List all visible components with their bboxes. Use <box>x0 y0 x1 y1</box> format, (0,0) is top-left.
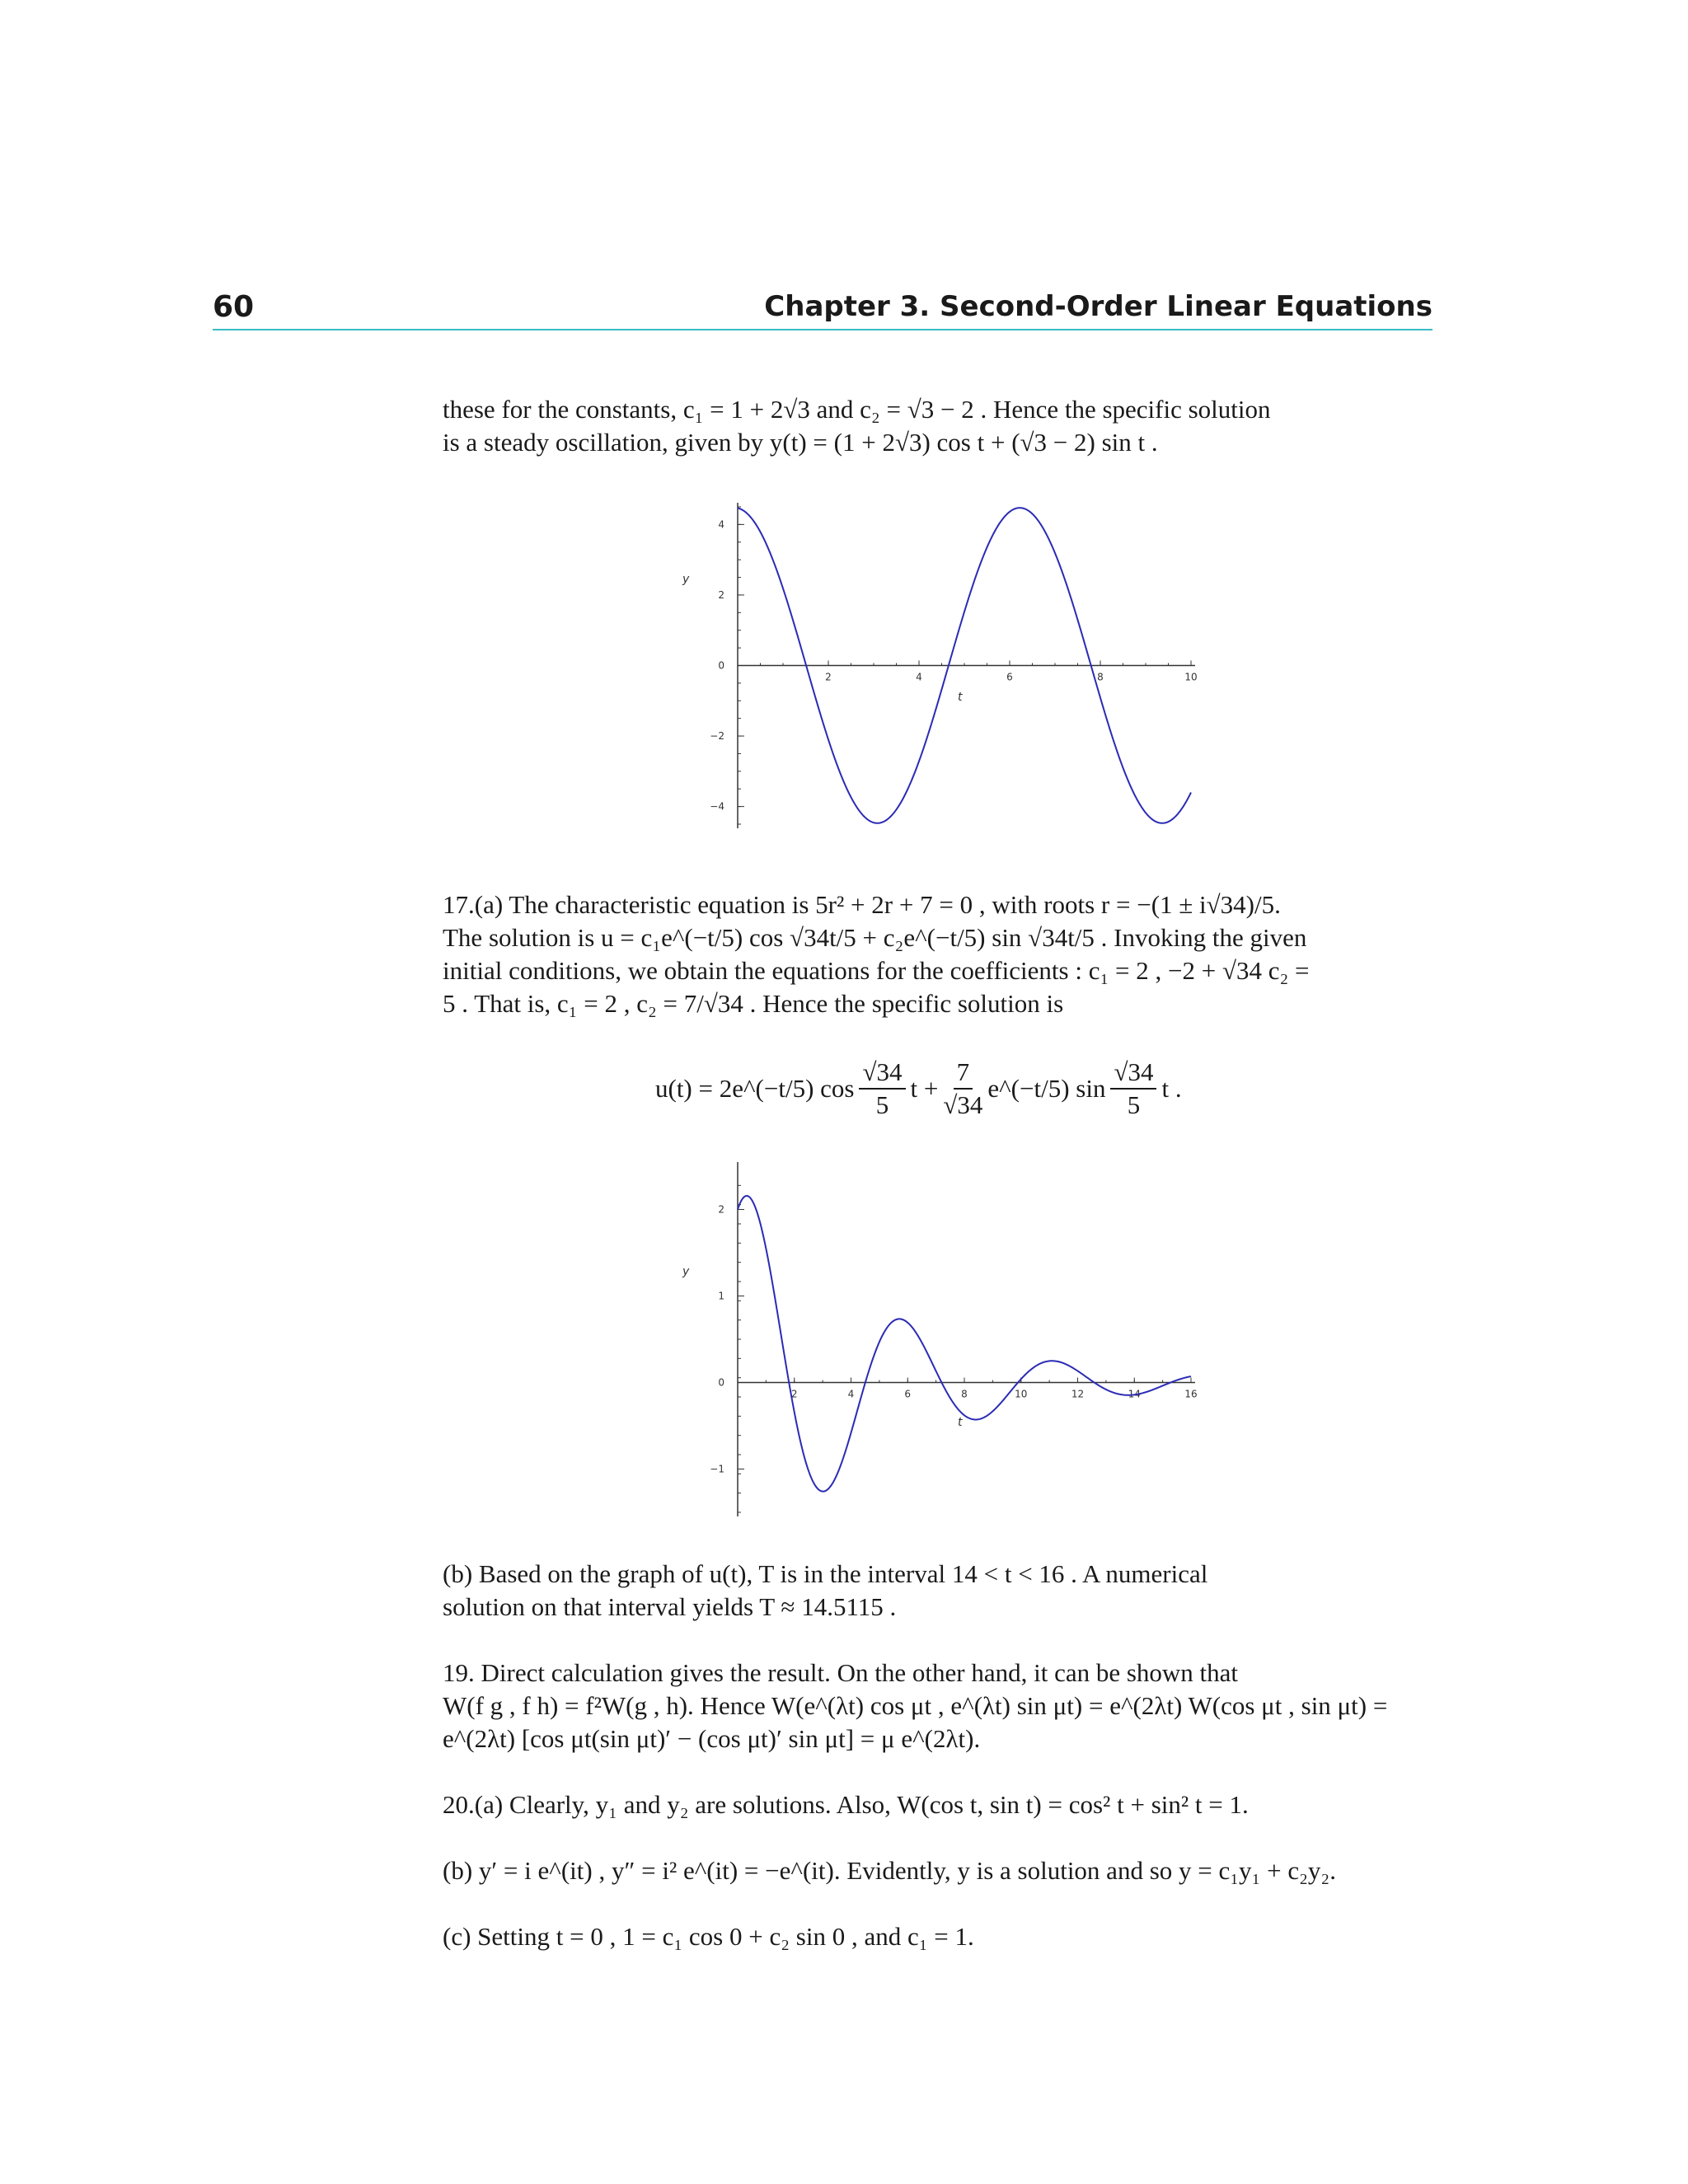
x-tick-label: 4 <box>916 671 922 683</box>
x-tick-label: 8 <box>961 1388 968 1400</box>
y-tick-label: −2 <box>710 730 724 743</box>
text-line: these for the constants, c₁ = 1 + 2√3 and c₂ = √3 − 2 . Hence the specific solution <box>443 395 1271 424</box>
eq-end: t . <box>1161 1074 1182 1103</box>
chart-2-xlabel: t <box>958 1416 963 1429</box>
chart-1-xlabel: t <box>958 691 963 704</box>
paragraph-20a <box>443 1788 1448 1821</box>
paragraph-17a <box>443 888 1448 1020</box>
text-line: 19. Direct calculation gives the result. On the other hand, it can be shown that <box>443 1658 1239 1687</box>
x-tick-label: 6 <box>1006 671 1013 683</box>
chart-1-ylabel: y <box>682 573 690 586</box>
text-line: is a steady oscillation, given by y(t) = (1 + 2√3) cos t + (√3 − 2) sin t . <box>443 428 1158 457</box>
paragraph-19 <box>443 1657 1448 1755</box>
paragraph-20b <box>443 1854 1448 1887</box>
text-line: The solution is u = c₁e^(−t/5) cos √34t/5 + c₂e^(−t/5) sin √34t/5 . Invoking the given <box>443 923 1307 952</box>
fraction-denominator: 5 <box>875 1090 889 1119</box>
y-tick-label: 0 <box>718 1376 724 1389</box>
x-tick-label: 10 <box>1184 671 1198 683</box>
display-equation-u <box>655 1057 1182 1121</box>
text-line: 5 . That is, c₁ = 2 , c₂ = 7/√34 . Hence the specific solution is <box>443 989 1064 1018</box>
fraction-numerator: √34 <box>1110 1057 1156 1090</box>
y-tick-label: 1 <box>718 1290 724 1302</box>
x-tick-label: 12 <box>1071 1388 1085 1400</box>
fraction-denominator: √34 <box>943 1090 983 1119</box>
text-line: (c) Setting t = 0 , 1 = c₁ cos 0 + c₂ sin 0 , and c₁ = 1. <box>443 1922 974 1951</box>
fraction <box>943 1057 982 1121</box>
y-tick-label: −1 <box>710 1463 724 1475</box>
eq-lhs: u(t) = 2e^(−t/5) cos <box>655 1074 855 1103</box>
text-line: e^(2λt) [cos μt(sin μt)′ − (cos μt)′ sin μt] = μ e^(2λt). <box>443 1724 981 1753</box>
chart-2-curve <box>738 1196 1191 1492</box>
x-tick-label: 4 <box>847 1388 855 1400</box>
text-line: (b) Based on the graph of u(t), T is in the interval 14 < t < 16 . A numerical <box>443 1559 1208 1588</box>
chart-2-axes <box>710 1162 1197 1516</box>
fraction-numerator: √34 <box>859 1057 905 1090</box>
text-line: (b) y′ = i e^(it) , y″ = i² e^(it) = −e^(it). Evidently, y is a solution and so y = c₁y₁ + c₂y₂. <box>443 1856 1336 1885</box>
page-header <box>213 290 1432 331</box>
y-tick-label: −4 <box>710 800 724 813</box>
paragraph-constants <box>443 393 1448 459</box>
y-tick-label: 0 <box>718 659 724 672</box>
eq-mid: t + <box>910 1074 939 1103</box>
fraction-denominator: 5 <box>1127 1090 1141 1119</box>
chart-2-ylabel: y <box>682 1265 690 1278</box>
chart-1 <box>668 490 1203 845</box>
x-tick-label: 2 <box>790 1388 798 1400</box>
x-tick-label: 2 <box>825 671 832 683</box>
text-line: 17.(a) The characteristic equation is 5r² + 2r + 7 = 0 , with roots r = −(1 ± i√34)/5. <box>443 890 1281 919</box>
x-tick-label: 6 <box>904 1388 912 1400</box>
text-line: solution on that interval yields T ≈ 14.5115 . <box>443 1592 897 1621</box>
eq-mid2: e^(−t/5) sin <box>987 1074 1106 1103</box>
page-number: 60 <box>213 290 255 324</box>
fraction-numerator: 7 <box>954 1057 973 1090</box>
y-tick-label: 2 <box>718 588 724 601</box>
chapter-title: Chapter 3. Second-Order Linear Equations <box>764 290 1432 323</box>
x-tick-label: 14 <box>1128 1388 1141 1400</box>
x-tick-label: 16 <box>1184 1388 1198 1400</box>
fraction <box>859 1057 905 1121</box>
header-rule <box>213 329 1432 330</box>
fraction <box>1110 1057 1156 1121</box>
chart-2 <box>668 1150 1203 1521</box>
text-line: W(f g , f h) = f²W(g , h). Hence W(e^(λt) cos μt , e^(λt) sin μt) = e^(2λt) W(cos μt , sin μt) = <box>443 1691 1388 1720</box>
text-line: initial conditions, we obtain the equations for the coefficients : c₁ = 2 , −2 + √34 c₂ = <box>443 956 1310 985</box>
paragraph-20c <box>443 1920 1448 1953</box>
y-tick-label: 2 <box>718 1203 724 1216</box>
chart-1-axes <box>710 503 1197 828</box>
x-tick-label: 10 <box>1015 1388 1028 1400</box>
y-tick-label: 4 <box>718 518 724 531</box>
text-line: 20.(a) Clearly, y₁ and y₂ are solutions. Also, W(cos t, sin t) = cos² t + sin² t = 1. <box>443 1790 1249 1819</box>
x-tick-label: 8 <box>1097 671 1104 683</box>
paragraph-17b <box>443 1558 1448 1624</box>
